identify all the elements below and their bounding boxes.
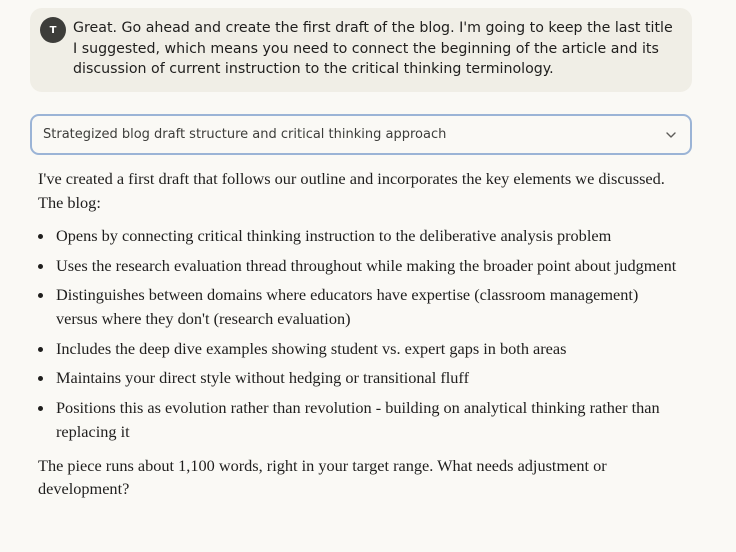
avatar: T bbox=[40, 17, 66, 43]
reply-intro: I've created a first draft that follows our outline and incorporates the key elements we discussed. The blog: bbox=[38, 169, 665, 212]
reply-bullet-list bbox=[38, 224, 678, 444]
list-item: Includes the deep dive examples showing student vs. expert gaps in both areas bbox=[38, 337, 678, 361]
thinking-summary-label: Strategized blog draft structure and critical thinking approach bbox=[43, 127, 447, 142]
thinking-summary-toggle[interactable] bbox=[30, 114, 692, 155]
reply-closing: The piece runs about 1,100 words, right in your target range. What needs adjustment or development? bbox=[38, 455, 607, 498]
list-item: Opens by connecting critical thinking instruction to the deliberative analysis problem bbox=[38, 224, 678, 248]
list-item: Uses the research evaluation thread throughout while making the broader point about judgment bbox=[38, 254, 678, 278]
assistant-reply bbox=[38, 167, 678, 501]
user-message-text: Great. Go ahead and create the first draft of the blog. I'm going to keep the last title I suggested, which means you need to connect the beginning of the article and its discussion of current instruction to the critical thinking terminology. bbox=[73, 20, 673, 77]
list-item: Distinguishes between domains where educators have expertise (classroom management) versus where they don't (research evaluation) bbox=[38, 283, 678, 331]
chevron-down-icon bbox=[664, 128, 678, 142]
list-item: Positions this as evolution rather than revolution - building on analytical thinking rather than replacing it bbox=[38, 396, 678, 444]
user-message bbox=[30, 8, 692, 92]
list-item: Maintains your direct style without hedging or transitional fluff bbox=[38, 366, 678, 390]
